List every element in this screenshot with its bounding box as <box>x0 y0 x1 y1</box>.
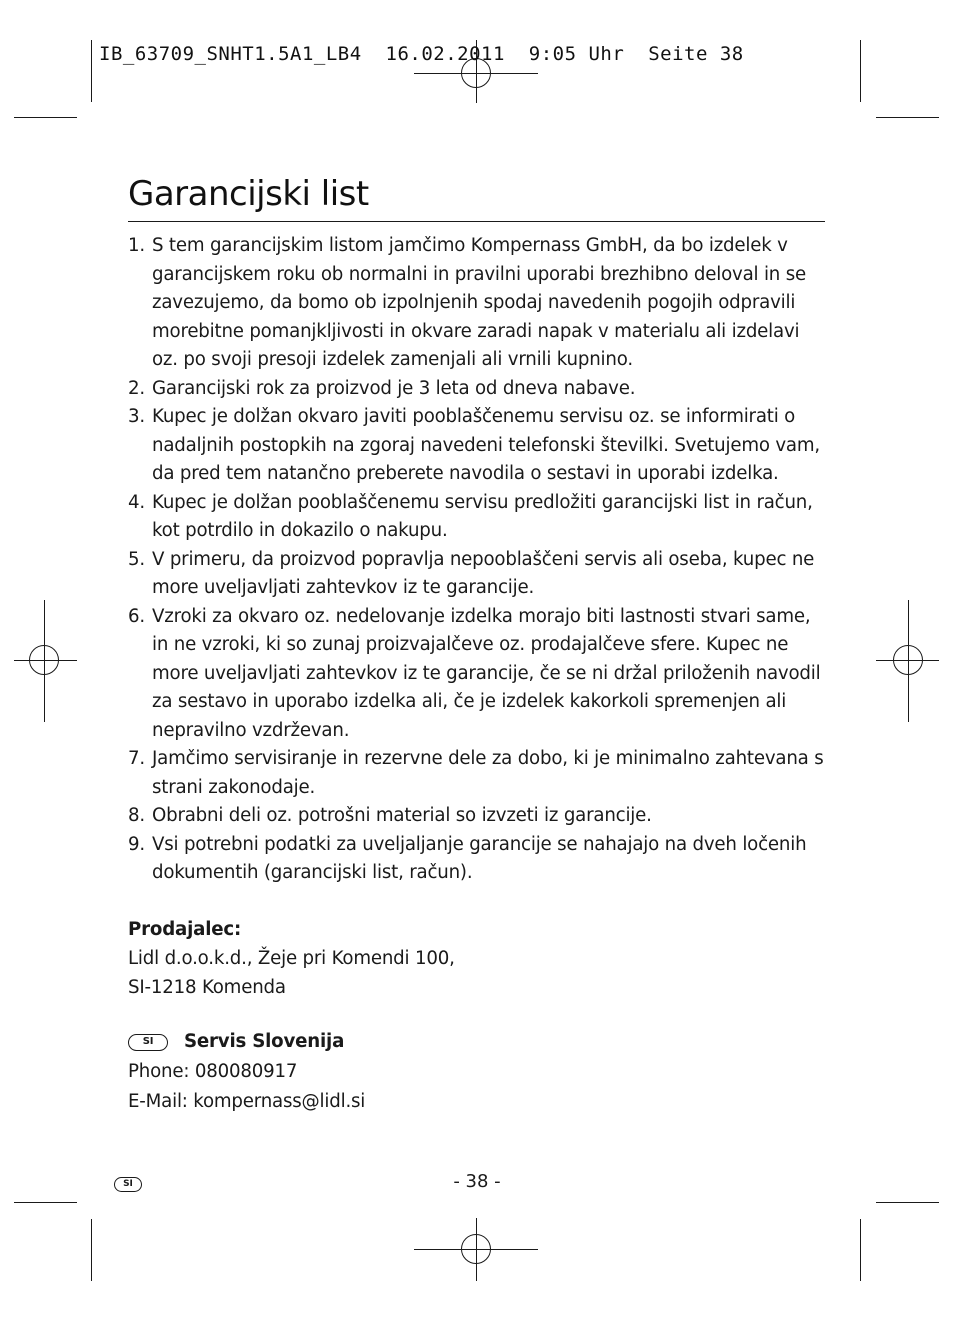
title-divider <box>128 221 825 222</box>
item-number: 1. <box>128 235 145 256</box>
item-text: V primeru, da proizvod popravlja nepooblaščeni servis ali oseba, kupec ne more uveljavljati zahtevkov iz te garancije. <box>152 548 815 598</box>
item-text: S tem garancijskim listom jamčimo Kompernass GmbH, da bo izdelek v garancijskem roku ob normalni in pravilni uporabi brezhibno deloval in se zavezujemo, da bomo ob izpolnjenih spodaj navedenih pogojih odpravili morebitne pomanjkljivosti in okvare zaradi napak v materialu ali izdelavi oz. po svoji presoji izdelek zamenjali ali vrnili kupnino. <box>152 235 806 370</box>
seller-heading: Prodajalec: <box>128 919 242 940</box>
item-number: 8. <box>128 805 145 826</box>
service-email: E-Mail: kompernass@lidl.si <box>128 1091 366 1112</box>
list-item <box>128 489 828 546</box>
warranty-terms-list <box>128 232 828 888</box>
seller-address-line-2: SI-1218 Komenda <box>128 977 286 998</box>
item-number: 4. <box>128 491 145 513</box>
item-text: Jamčimo servisiranje in rezervne dele za dobo, ki je minimalno zahtevana s strani zakonodaje. <box>152 748 824 798</box>
page-number: - 38 - <box>453 1171 501 1192</box>
list-item <box>128 802 828 831</box>
country-badge-icon: SI <box>128 1034 168 1051</box>
print-slug: IB_63709_SNHT1.5A1_LB4 16.02.2011 9:05 Uhr Seite 38 <box>99 43 744 65</box>
item-text: Kupec je dolžan pooblaščenemu servisu predložiti garancijski list in račun, kot potrdilo in dokazilo o nakupu. <box>152 491 813 541</box>
item-number: 7. <box>128 748 145 769</box>
service-block <box>128 1027 365 1117</box>
list-item <box>128 831 828 888</box>
item-number: 2. <box>128 377 145 399</box>
page-title: Garancijski list <box>128 174 369 214</box>
item-text: Garancijski rok za proizvod je 3 leta od dneva nabave. <box>152 377 636 399</box>
item-number: 6. <box>128 605 145 627</box>
item-text: Vsi potrebni podatki za uveljaljanje garancije se nahajajo na dveh ločenih dokumentih (garancijski list, račun). <box>152 833 807 883</box>
seller-block <box>128 915 455 1002</box>
item-text: Obrabni deli oz. potrošni material so izvzeti iz garancije. <box>152 805 652 826</box>
list-item <box>128 232 828 375</box>
service-heading-row <box>128 1027 365 1057</box>
item-number: 5. <box>128 548 145 570</box>
item-number: 9. <box>128 833 145 855</box>
footer-country-badge-icon: SI <box>114 1177 142 1192</box>
list-item <box>128 546 828 603</box>
list-item <box>128 745 828 802</box>
item-text: Vzroki za okvaro oz. nedelovanje izdelka morajo biti lastnosti stvari same, in ne vzroki, ki so zunaj proizvajalčeve oz. prodajalčeve sfere. Kupec ne more uveljavljati zahtevkov iz te garancije, če se ni držal priloženih navodil za sestavo in uporabo izdelka ali, če je izdelek kakorkoli spremenjen ali nepravilno vzdrževan. <box>152 605 821 741</box>
list-item <box>128 603 828 746</box>
service-phone: Phone: 080080917 <box>128 1061 298 1082</box>
list-item <box>128 375 828 404</box>
item-number: 3. <box>128 406 145 427</box>
item-text: Kupec je dolžan okvaro javiti pooblaščenemu servisu oz. se informirati o nadaljnih postopkih na zgoraj navedeni telefonski številki. Svetujemo vam, da pred tem natančno preberete navodila o sestavi in uporabi izdelka. <box>152 406 820 484</box>
service-heading: Servis Slovenija <box>184 1031 345 1052</box>
seller-address-line-1: Lidl d.o.o.k.d., Žeje pri Komendi 100, <box>128 948 455 969</box>
list-item <box>128 403 828 489</box>
